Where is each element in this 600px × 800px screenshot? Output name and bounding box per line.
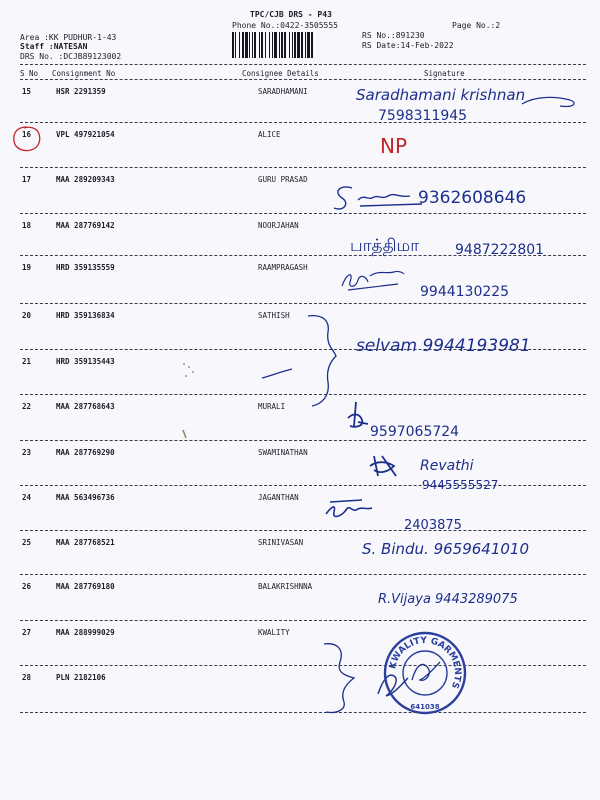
row-sno: 22	[22, 402, 32, 411]
row-sno: 24	[22, 493, 32, 502]
barcode-bar	[289, 32, 290, 58]
bracket-mark	[318, 636, 374, 716]
staff-label: Staff :NATESAN	[20, 42, 88, 51]
barcode-bar	[254, 32, 256, 58]
barcode-bar	[279, 32, 280, 58]
row-consignee: SARADHAMANI	[258, 87, 308, 96]
drs-number: DRS No. :DCJB89123002	[20, 52, 122, 61]
barcode-bar	[281, 32, 283, 58]
barcode-bar	[272, 32, 273, 58]
row-sno: 20	[22, 311, 32, 320]
barcode-bar	[235, 32, 236, 58]
row-consignee: BALAKRISHNNA	[258, 582, 313, 591]
row-consignee: RAAMPRAGASH	[258, 263, 308, 272]
row-consignment: HRD 359135559	[56, 263, 115, 272]
barcode-bar	[297, 32, 300, 58]
row-consignee: KWALITY	[258, 628, 290, 637]
row-consignment: MAA 563496736	[56, 493, 115, 502]
row-sno: 21	[22, 357, 32, 366]
row-sno: 16	[22, 130, 32, 139]
barcode-bar	[305, 32, 306, 58]
signature-text: R.Vijaya 9443289075	[378, 592, 518, 607]
bracket-mark	[300, 310, 350, 410]
col-header-signature: Signature	[424, 69, 465, 78]
row-sno: 17	[22, 175, 32, 184]
signature-scribble	[338, 264, 408, 294]
barcode-bar	[259, 32, 260, 58]
row-consignee: SATHISH	[258, 311, 290, 320]
signature-text: selvam 9944193981	[356, 336, 531, 356]
row-sno: 15	[22, 87, 32, 96]
sheet-title: TPC/CJB DRS - P43	[250, 10, 332, 19]
signature-phone: 9362608646	[418, 188, 527, 208]
not-present-mark: NP	[380, 134, 408, 158]
rs-number: RS No.:891230	[362, 31, 425, 40]
barcode-bar	[294, 32, 296, 58]
signature-phone: 9597065724	[370, 424, 460, 440]
row-consignment: HRD 359135443	[56, 357, 115, 366]
barcode-bar	[301, 32, 303, 58]
signature-text: பாத்திமா	[350, 236, 420, 256]
row-sno: 26	[22, 582, 32, 591]
row-sno: 23	[22, 448, 32, 457]
signature-number: 2403875	[404, 518, 462, 533]
signature-tick	[260, 366, 296, 382]
signature-flourish	[520, 92, 580, 112]
row-consignee: JAGANTHAN	[258, 493, 299, 502]
row-consignee: NOORJAHAN	[258, 221, 299, 230]
row-consignment: PLN 2182106	[56, 673, 106, 682]
row-consignee: SRINIVASAN	[258, 538, 304, 547]
barcode-bar	[265, 32, 266, 58]
stray-mark	[180, 360, 198, 382]
signature-phone: 7598311945	[378, 108, 468, 124]
signature-scribble	[322, 496, 382, 524]
row-divider	[20, 712, 586, 713]
company-stamp	[382, 630, 468, 716]
row-consignee: GURU PRASAD	[258, 175, 308, 184]
barcode-bar	[245, 32, 248, 58]
table-row	[0, 256, 600, 308]
row-consignment: MAA 287768521	[56, 538, 115, 547]
header-divider-top	[20, 64, 586, 65]
barcode-bar	[274, 32, 277, 58]
row-sno: 27	[22, 628, 32, 637]
row-consignment: MAA 287769180	[56, 582, 115, 591]
col-header-sno: S No	[20, 69, 39, 78]
row-consignment: HRD 359136834	[56, 311, 115, 320]
signature-text: Saradhamani krishnan	[356, 86, 526, 104]
row-consignment: MAA 289209343	[56, 175, 115, 184]
row-sno: 28	[22, 673, 32, 682]
signature-phone: 9487222801	[455, 242, 545, 258]
barcode-image	[231, 32, 349, 58]
signature-phone: 9944130225	[420, 284, 510, 300]
area-label: Area :KK PUDHUR-1-43	[20, 33, 117, 42]
row-consignee: ALICE	[258, 130, 281, 139]
row-sno: 25	[22, 538, 32, 547]
row-consignment: VPL 497921054	[56, 130, 115, 139]
barcode-bar	[292, 32, 293, 58]
row-consignment: HSR 2291359	[56, 87, 106, 96]
barcode-bar	[269, 32, 270, 58]
phone-number: Phone No.:0422-3505555	[232, 21, 338, 30]
table-row	[0, 666, 600, 718]
rs-date: RS Date:14-Feb-2022	[362, 41, 454, 50]
row-consignment: MAA 287769142	[56, 221, 115, 230]
row-consignee: MURALI	[258, 402, 286, 411]
row-sno: 19	[22, 263, 32, 272]
barcode-bar	[239, 32, 240, 58]
svg-text:641038: 641038	[410, 703, 440, 711]
stray-mark	[180, 428, 190, 440]
signature-scribble	[330, 180, 430, 214]
row-sno: 18	[22, 221, 32, 230]
col-header-consignment: Consignment No	[52, 69, 116, 78]
signature-scribble	[344, 400, 370, 432]
barcode-bar	[242, 32, 244, 58]
barcode-bar	[249, 32, 250, 58]
signature-text: Revathi	[420, 458, 474, 474]
col-header-consignee: Consignee Details	[242, 69, 319, 78]
row-consignee: SWAMINATHAN	[258, 448, 308, 457]
signature-text: S. Bindu. 9659641010	[362, 540, 530, 558]
red-circle-mark	[10, 124, 44, 154]
barcode-bar	[311, 32, 313, 58]
barcode-bar	[307, 32, 310, 58]
barcode-bar	[252, 32, 253, 58]
signature-scribble	[368, 452, 398, 480]
barcode-bar	[261, 32, 263, 58]
page-number: Page No.:2	[452, 21, 501, 30]
row-consignment: MAA 287769290	[56, 448, 115, 457]
barcode-bar	[284, 32, 286, 58]
row-consignment: MAA 287768643	[56, 402, 115, 411]
svg-text:KWALITY GARMENTS: KWALITY GARMENTS	[388, 635, 463, 690]
signature-phone: 9445555527	[422, 478, 499, 492]
row-consignment: MAA 288999029	[56, 628, 115, 637]
barcode-bar	[232, 32, 234, 58]
